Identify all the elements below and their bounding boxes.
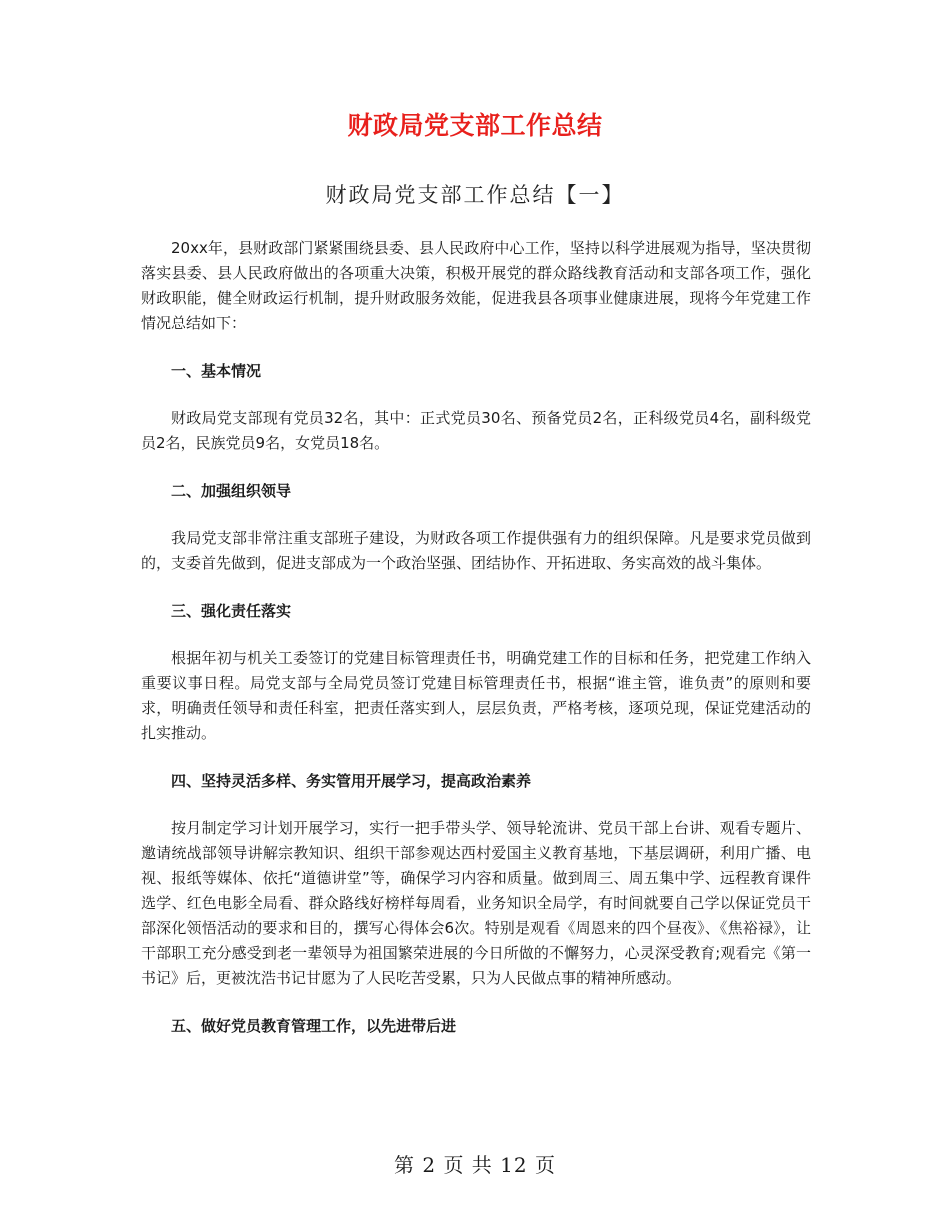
document-subtitle: 财政局党支部工作总结【一】 — [325, 183, 625, 207]
section-paragraph-2: 我局党支部非常注重支部班子建设，为财政各项工作提供强有力的组织保障。凡是要求党员做到的，支委首先做到，促进支部成为一个政治坚强、团结协作、开拓进取、务实高效的战斗集体。 — [141, 529, 811, 572]
section-paragraph-4: 按月制定学习计划开展学习，实行一把手带头学、领导轮流讲、党员干部上台讲、观看专题片、邀请统战部领导讲解宗教知识、组织干部参观达西村爱国主义教育基地，下基层调研，利用广播、电视、报纸等媒体、依托“道德讲堂”等，确保学习内容和质量。做到周三、周五集中学、远程教育课件选学、红色电影全局看、群众路线好榜样每周看，业务知识全局学，有时间就要自己学以保证党员干部深化领悟活动的要求和目的，撰写心得体会6次。特别是观看《周恩来的四个昼夜》、《焦裕禄》，让干部职工充分感受到老一辈领导为祖国繁荣进展的今日所做的不懈努力，心灵深受教育;观看完《第一书记》后，更被沈浩书记甘愿为了人民吃苦受累，只为人民做点事的精神所感动。 — [141, 819, 811, 987]
section-paragraph-1: 财政局党支部现有党员32名，其中：正式党员30名、预备党员2名，正科级党员4名，副科级党员2名，民族党员9名，女党员18名。 — [141, 409, 811, 452]
intro-paragraph: 20xx年，县财政部门紧紧围绕县委、县人民政府中心工作，坚持以科学进展观为指导，坚决贯彻落实县委、县人民政府做出的各项重大决策，积极开展党的群众路线教育活动和支部各项工作，强化财政职能，健全财政运行机制，提升财政服务效能，促进我县各项事业健康进展，现将今年党建工作情况总结如下： — [141, 239, 811, 332]
page-number-footer: 第 2 页 共 12 页 — [394, 1153, 556, 1177]
section-heading-5: 五、做好党员教育管理工作，以先进带后进 — [171, 1017, 457, 1035]
section-heading-4: 四、坚持灵活多样、务实管用开展学习，提高政治素养 — [171, 772, 532, 790]
section-paragraph-3: 根据年初与机关工委签订的党建目标管理责任书，明确党建工作的目标和任务，把党建工作纳入重要议事日程。局党支部与全局党员签订党建目标管理责任书，根据“谁主管，谁负责”的原则和要求，明确责任领导和责任科室，把责任落实到人，层层负责，严格考核，逐项兑现，保证党建活动的扎实推动。 — [141, 649, 811, 742]
section-heading-2: 二、加强组织领导 — [171, 482, 292, 500]
section-heading-3: 三、强化责任落实 — [171, 602, 292, 620]
document-body — [141, 236, 811, 1039]
section-heading-1: 一、基本情况 — [171, 362, 262, 380]
document-title: 财政局党支部工作总结 — [347, 111, 603, 140]
